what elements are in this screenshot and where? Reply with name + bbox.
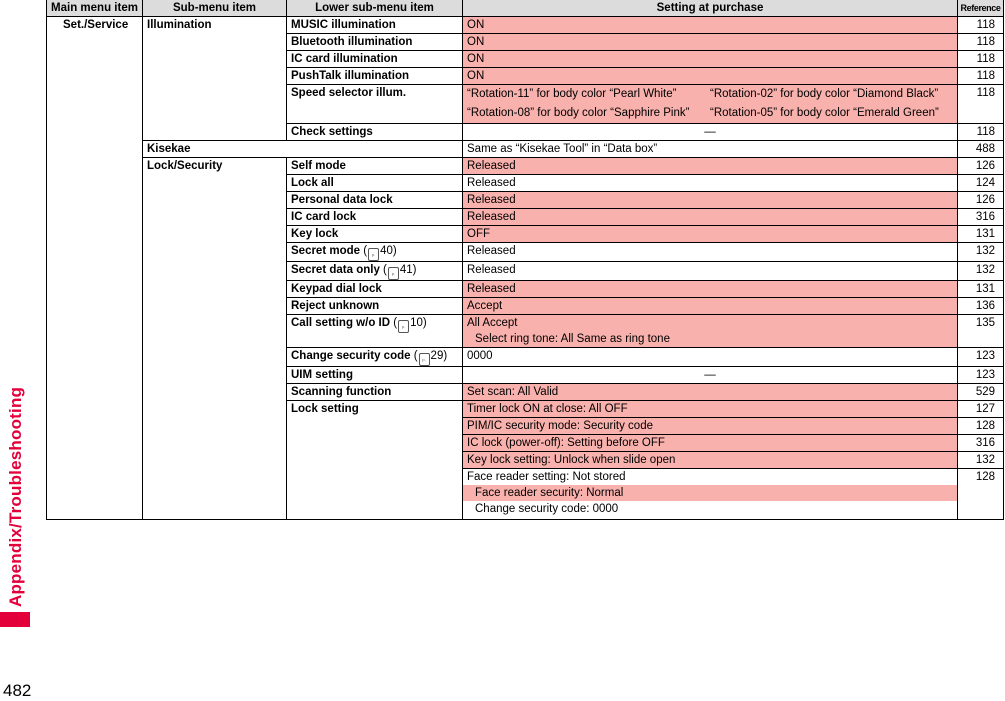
setting-value: Released [463, 262, 958, 281]
header-reference: Reference [958, 0, 1004, 17]
lower-item: Bluetooth illumination [287, 34, 463, 51]
setting-value: Released [463, 158, 958, 175]
page-ref-icon: p. [368, 248, 379, 261]
setting-value: Set scan: All Valid [463, 384, 958, 401]
setting-value: — [463, 124, 958, 141]
header-setting: Setting at purchase [463, 0, 958, 17]
reference-page: 118 [958, 34, 1004, 51]
lock-setting-refs [958, 401, 1004, 520]
setting-value: Released [463, 281, 958, 298]
lower-item: Reject unknown [287, 298, 463, 315]
lower-item: Keypad dial lock [287, 281, 463, 298]
setting-value-call: All Accept Select ring tone: All Same as ring tone [463, 315, 958, 348]
reference-page: 123 [958, 348, 1004, 367]
lower-item: MUSIC illumination [287, 17, 463, 34]
lower-item-secret-data: Secret data only ( p. 41) [287, 262, 463, 281]
lower-item-change-code: Change security code ( p. 29) [287, 348, 463, 367]
side-tab-label: Appendix/Troubleshooting [6, 386, 25, 607]
table-row [47, 141, 1004, 158]
lock-setting-value: IC lock (power-off): Setting before OFF [463, 435, 957, 452]
lock-setting-value: Key lock setting: Unlock when slide open [463, 452, 957, 469]
setting-value: ON [463, 34, 958, 51]
setting-value: ON [463, 51, 958, 68]
lock-setting-value: Timer lock ON at close: All OFF [463, 401, 957, 418]
setting-value: — [463, 367, 958, 384]
setting-value: Released [463, 243, 958, 262]
reference-page: 131 [958, 281, 1004, 298]
lower-item: Lock all [287, 175, 463, 192]
lock-setting-values [463, 401, 958, 520]
face-reader-line-2: Face reader security: Normal [463, 485, 957, 501]
reference-page: 136 [958, 298, 1004, 315]
reference-page: 316 [958, 435, 1003, 452]
reference-page: 127 [958, 401, 1003, 418]
setting-value: Same as “Kisekae Tool” in “Data box” [463, 141, 958, 158]
setting-value: 0000 [463, 348, 958, 367]
reference-page: 131 [958, 226, 1004, 243]
lower-item-call-setting: Call setting w/o ID ( p. 10) [287, 315, 463, 348]
reference-page: 488 [958, 141, 1004, 158]
face-reader-line-1: Face reader setting: Not stored [467, 471, 626, 483]
reference-page: 118 [958, 85, 1004, 124]
lock-setting-value: PIM/IC security mode: Security code [463, 418, 957, 435]
reference-page: 128 [958, 418, 1003, 435]
side-tab-bar [0, 612, 30, 627]
reference-page: 124 [958, 175, 1004, 192]
lower-item: UIM setting [287, 367, 463, 384]
speed-line-1: “Rotation-11” for body color “Pearl White” “Rotation-02” for body color “Diamond Black” [467, 88, 939, 100]
setting-value: Released [463, 192, 958, 209]
reference-page: 118 [958, 51, 1004, 68]
reference-page: 529 [958, 384, 1004, 401]
reference-page: 316 [958, 209, 1004, 226]
sub-menu-illumination: Illumination [143, 17, 287, 141]
reference-page: 135 [958, 315, 1004, 348]
lower-item: Self mode [287, 158, 463, 175]
setting-value: OFF [463, 226, 958, 243]
face-reader-line-3: Change security code: 0000 [475, 503, 619, 515]
header-lower: Lower sub-menu item [287, 0, 463, 17]
reference-page: 128 [975, 471, 995, 483]
reference-page: 118 [958, 68, 1004, 85]
reference-page: 123 [958, 367, 1004, 384]
lower-item: Personal data lock [287, 192, 463, 209]
lower-item-secret-mode: Secret mode ( p. 40) [287, 243, 463, 262]
setting-value: Accept [463, 298, 958, 315]
page-ref-icon: p. [419, 353, 430, 366]
setting-value: ON [463, 68, 958, 85]
page-ref-icon: p. [388, 267, 399, 280]
reference-page: 118 [958, 17, 1004, 34]
header-sub: Sub-menu item [143, 0, 287, 17]
header-row [47, 0, 1004, 17]
lower-item: IC card lock [287, 209, 463, 226]
lower-item: PushTalk illumination [287, 68, 463, 85]
setting-value: Released [463, 209, 958, 226]
header-main: Main menu item [47, 0, 143, 17]
lower-item: Lock setting [287, 401, 463, 520]
sub-menu-kisekae: Kisekae [143, 141, 463, 158]
reference-page: 118 [958, 124, 1004, 141]
sub-menu-lock-security: Lock/Security [143, 158, 287, 520]
reference-page: 132 [958, 243, 1004, 262]
lower-item: Speed selector illum. [287, 85, 463, 124]
settings-table [46, 0, 1004, 520]
speed-line-2: “Rotation-08” for body color “Sapphire Pink” “Rotation-05” for body color “Emerald Green” [467, 107, 939, 119]
page-number: 482 [3, 681, 32, 700]
lower-item: Key lock [287, 226, 463, 243]
setting-value: Released [463, 175, 958, 192]
reference-page: 132 [958, 452, 1003, 469]
lower-item: IC card illumination [287, 51, 463, 68]
side-tab [0, 0, 32, 698]
main-menu-cell: Set./Service [47, 17, 143, 520]
lower-item: Scanning function [287, 384, 463, 401]
page-ref-icon: p. [398, 320, 409, 333]
table-row [47, 17, 1004, 34]
setting-value: ON [463, 17, 958, 34]
reference-page: 132 [958, 262, 1004, 281]
reference-page: 126 [958, 192, 1004, 209]
table-row [47, 158, 1004, 175]
lower-item: Check settings [287, 124, 463, 141]
setting-value-speed [463, 85, 958, 124]
reference-page: 126 [958, 158, 1004, 175]
